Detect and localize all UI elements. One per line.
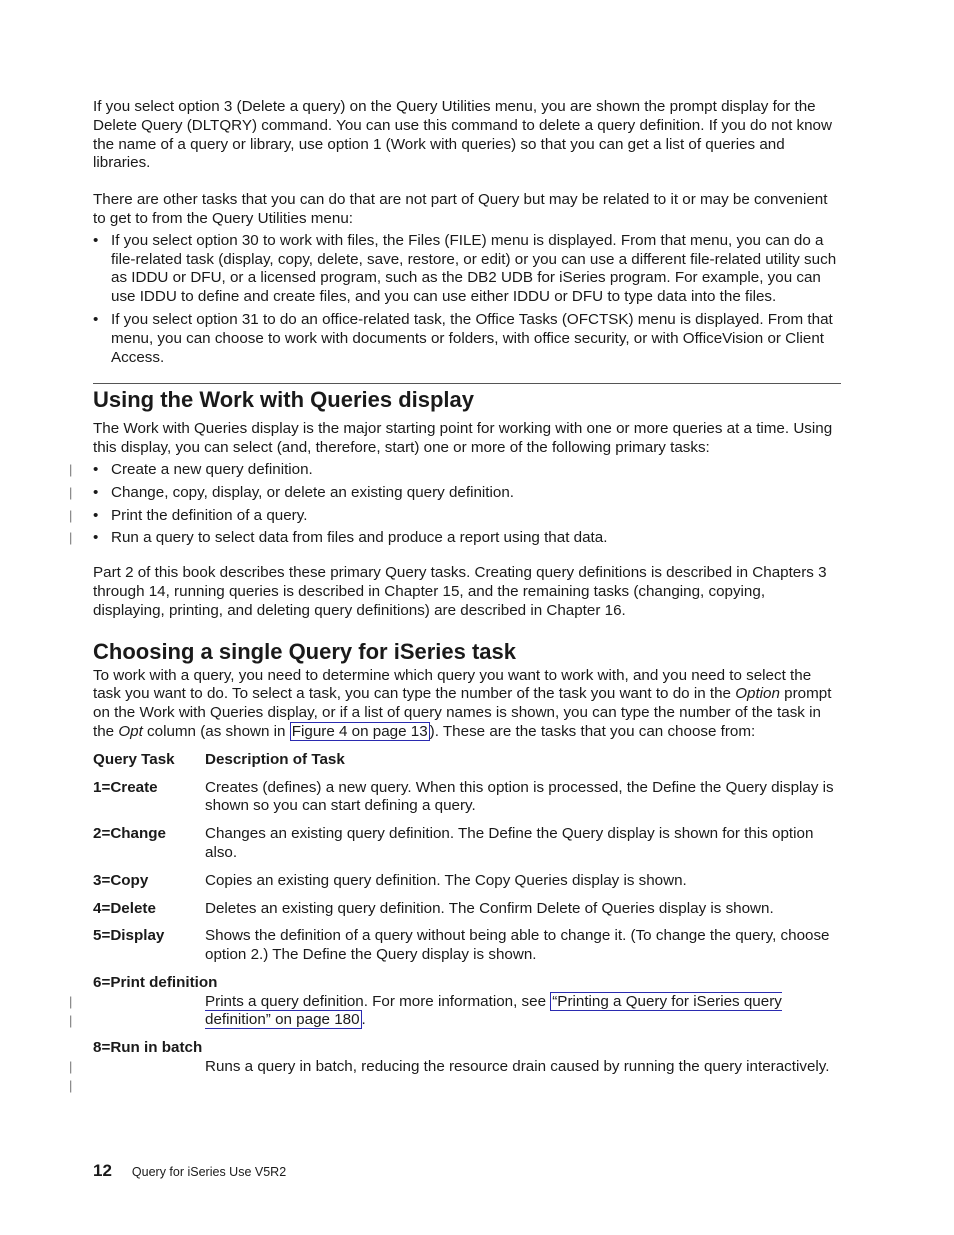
change-bar: | [69,1012,73,1028]
change-bar: | [69,461,73,477]
task-row-copy: 3=Copy Copies an existing query definition. The Copy Queries display is shown. [93,871,687,889]
intro-bullet-list [93,232,841,368]
task-row-display: 5=Display Shows the definition of a query without being able to change it. (To change the query, choose option 2.) The Define the Query display is shown. [93,927,830,964]
section2-paragraph: To work with a query, you need to determine which query you want to work with, and you need to select the task you want to do. To select a task, you can type the number of the task you want to do in the Option prompt on the Work with Queries display, or if a list of query names is shown, you can type the number of the task in the Opt column (as shown in Figure 4 on page 13 ). These are the tasks that you can choose from: [93,666,832,740]
page-number: 12 [93,1161,112,1180]
task-row-delete: 4=Delete Deletes an existing query definition. The Confirm Delete of Queries display is shown. [93,899,774,917]
task-table-header [93,751,841,770]
change-bar: | [69,1078,73,1094]
book-title: Query for iSeries Use V5R2 [131,1165,287,1179]
task-bullet-list [69,460,841,548]
list-item: | • Create a new query definition. [69,460,313,478]
section1-paragraph: The Work with Queries display is the major starting point for working with one or more queries at a time. Using this display, you can select (and, therefore, start) one or more of the following primary tasks: [93,420,833,457]
section-heading-work-with-queries: Using the Work with Queries display [93,387,475,413]
change-bar: | [69,993,73,1009]
printing-query-link[interactable]: “Printing a Query for iSeries query definition” on page 180 [205,992,782,1029]
list-item: • If you select option 31 to do an office-related task, the Office Tasks (OFCTSK) menu is displayed. From that menu, you can choose to work with documents or folders, with office security, or with OfficeVision or Client Access. [93,310,833,366]
intro-paragraph: If you select option 3 (Delete a query) on the Query Utilities menu, you are shown the prompt display for the Delete Query (DLTQRY) command. You can use this command to delete a query definition. If you do not know the name of a query or library, use option 1 (Work with queries) so that you can get a list of queries and libraries. [93,98,832,172]
change-bar: | [69,530,73,546]
section-heading-choosing-task: Choosing a single Query for iSeries task [93,638,517,664]
change-bar: | [69,1059,73,1075]
change-bar: | [69,507,73,523]
column-header-query-task: Query Task [93,750,175,768]
change-bar: | [69,484,73,500]
section-divider [93,383,841,384]
task-row-change: 2=Change Changes an existing query definition. The Define the Query display is shown for this option also. [93,825,814,861]
column-header-description: Description of Task [205,750,345,768]
task-desc-print-definition: | | Prints a query definition. For more information, see “Printing a Query for iSeries query definition” on page 180 . [69,992,782,1029]
task-row-create: 1=Create Creates (defines) a new query. When this option is processed, the Define the Query display is shown so you can start defining a query. [93,778,834,815]
page-body [69,98,841,1094]
intro-paragraph-2: There are other tasks that you can do that are not part of Query but may be related to it or may be convenient to get to from the Query Utilities menu: [93,191,828,227]
task-desc-run-in-batch: | | Runs a query in batch, reducing the resource drain caused by running the query interactively. [93,1058,841,1077]
task-term-print-definition: 6=Print definition [93,973,218,991]
list-item: | • Print the definition of a query. [69,506,308,524]
page-footer [93,1162,286,1182]
task-term-run-in-batch: 8=Run in batch [93,1039,203,1057]
list-item: | • Change, copy, display, or delete an existing query definition. [69,483,514,501]
section1-paragraph-2: Part 2 of this book describes these primary Query tasks. Creating query definitions is described in Chapters 3 through 14, running queries is described in Chapter 15, and the remaining tasks (changing, copying, displaying, printing, and deleting query definitions) are described in Chapter 16. [93,564,827,619]
figure-4-link[interactable]: Figure 4 on page 13 [291,722,428,740]
list-item: | • Run a query to select data from files and produce a report using that data. [69,529,608,547]
list-item: • If you select option 30 to work with files, the Files (FILE) menu is displayed. From that menu, you can do a file-related task (display, copy, delete, save, restore, or edit) or you can use a different file-related utility such as IDDU or DFU, or a licensed program, such as the DB2 UDB for iSeries program. For example, you can use IDDU to define and create files, and you can use either IDDU or DFU to type data into the files. [93,231,837,306]
